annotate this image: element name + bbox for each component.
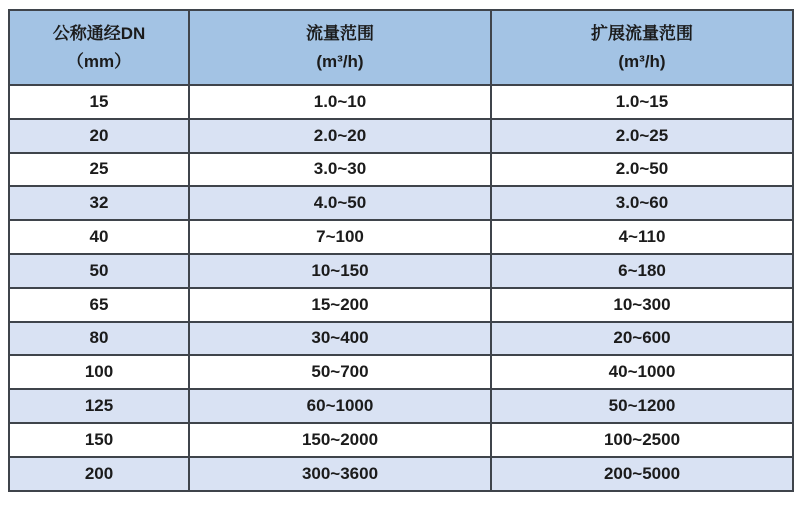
cell-dn: 50 [9,254,189,288]
cell-dn: 32 [9,186,189,220]
table-body [9,85,793,491]
col-header-flow-range-line2: (m³/h) [316,51,364,71]
cell-extended-flow-range: 200~5000 [491,457,793,491]
cell-flow-range: 150~2000 [189,423,491,457]
cell-extended-flow-range: 6~180 [491,254,793,288]
cell-extended-flow-range: 40~1000 [491,355,793,389]
cell-flow-range: 3.0~30 [189,153,491,187]
col-header-flow-range [189,10,491,85]
cell-flow-range: 15~200 [189,288,491,322]
table-row [9,254,793,288]
cell-extended-flow-range: 1.0~15 [491,85,793,119]
cell-dn: 15 [9,85,189,119]
cell-dn: 25 [9,153,189,187]
cell-extended-flow-range: 2.0~50 [491,153,793,187]
col-header-extended-flow-range-line2: (m³/h) [618,51,666,71]
table-row [9,220,793,254]
cell-flow-range: 4.0~50 [189,186,491,220]
table-row [9,288,793,322]
cell-extended-flow-range: 2.0~25 [491,119,793,153]
cell-flow-range: 60~1000 [189,389,491,423]
table-row [9,85,793,119]
col-header-dn-line1: 公称通经DN [52,24,146,44]
cell-flow-range: 30~400 [189,322,491,356]
cell-extended-flow-range: 50~1200 [491,389,793,423]
header-row [9,10,793,85]
cell-dn: 65 [9,288,189,322]
cell-dn: 40 [9,220,189,254]
cell-extended-flow-range: 3.0~60 [491,186,793,220]
table-row [9,355,793,389]
cell-flow-range: 1.0~10 [189,85,491,119]
col-header-dn-line2: （mm） [66,51,132,71]
cell-dn: 80 [9,322,189,356]
table-row [9,423,793,457]
cell-flow-range: 300~3600 [189,457,491,491]
table-row [9,153,793,187]
cell-extended-flow-range: 100~2500 [491,423,793,457]
table-row [9,186,793,220]
table-row [9,389,793,423]
cell-extended-flow-range: 4~110 [491,220,793,254]
col-header-dn [9,10,189,85]
table-header [9,10,793,85]
flow-range-table [8,9,794,492]
cell-dn: 20 [9,119,189,153]
cell-dn: 200 [9,457,189,491]
cell-extended-flow-range: 20~600 [491,322,793,356]
col-header-extended-flow-range [491,10,793,85]
cell-extended-flow-range: 10~300 [491,288,793,322]
col-header-extended-flow-range-line1: 扩展流量范围 [591,24,693,44]
table-row [9,457,793,491]
cell-dn: 150 [9,423,189,457]
cell-flow-range: 50~700 [189,355,491,389]
col-header-flow-range-line1: 流量范围 [306,24,374,44]
cell-dn: 100 [9,355,189,389]
table-row [9,322,793,356]
cell-flow-range: 2.0~20 [189,119,491,153]
table-row [9,119,793,153]
cell-flow-range: 10~150 [189,254,491,288]
cell-flow-range: 7~100 [189,220,491,254]
cell-dn: 125 [9,389,189,423]
